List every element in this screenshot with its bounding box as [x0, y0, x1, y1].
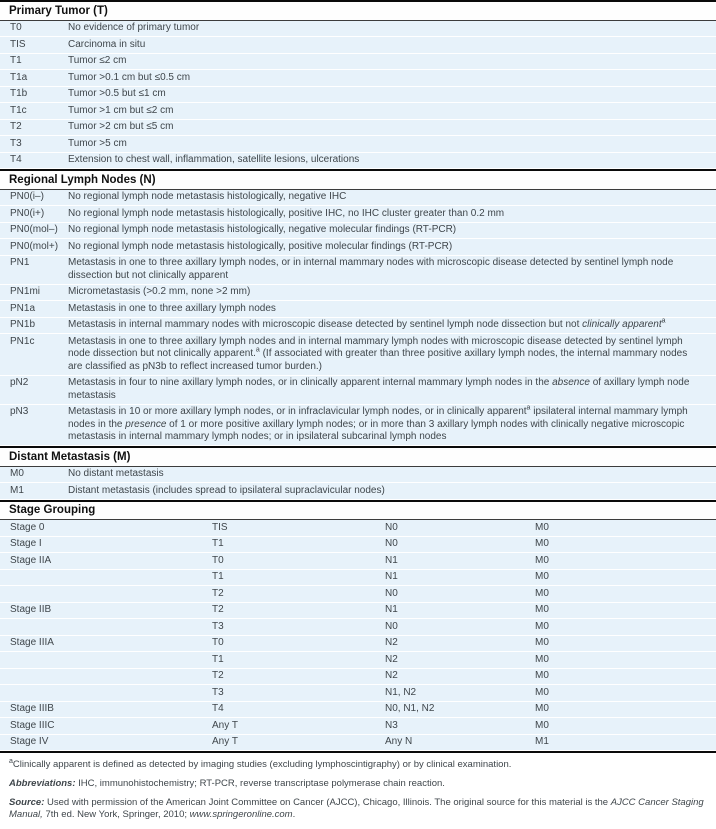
node-value: N1, N2 — [385, 686, 417, 698]
metastasis-value: M0 — [535, 686, 549, 698]
text-segment: Extension to chest wall, inflammation, satellite lesions, ulcerations — [68, 154, 360, 165]
classification-row — [0, 285, 716, 302]
italic-text: absence — [552, 377, 590, 388]
metastasis-value: M0 — [535, 670, 549, 681]
classification-row — [0, 87, 716, 104]
text-segment: Metastasis in one to three axillary lymph nodes and in internal mammary lymph nodes with microscopic disease detected by sentinel lymph node dissection but not clinically apparent. — [68, 335, 683, 359]
tumor-value: T2 — [212, 587, 224, 599]
metastasis-value: M0 — [535, 587, 549, 599]
tumor-value: T3 — [212, 620, 224, 632]
node-value: N0 — [385, 620, 398, 632]
tumor-value: T0 — [212, 554, 224, 566]
description-text — [68, 468, 716, 481]
description-text — [68, 257, 716, 282]
classification-row — [0, 37, 716, 54]
text-segment: 7th ed. New York, Springer, 2010; — [42, 809, 190, 820]
classification-row — [0, 301, 716, 318]
stage-label: Stage IIIA — [10, 637, 54, 648]
italic-text: presence — [125, 418, 167, 430]
stage-label: Stage IIA — [10, 554, 52, 566]
section-header-0 — [0, 0, 716, 21]
text-segment: Distant metastasis (includes spread to ipsilateral supraclavicular nodes) — [68, 484, 385, 496]
stage-label — [0, 588, 212, 601]
code-label: PN0(mol–) — [10, 224, 58, 235]
classification-row — [0, 318, 716, 335]
description-text — [68, 224, 716, 237]
text-segment: Tumor >0.5 but ≤1 cm — [68, 88, 166, 99]
classification-row — [0, 70, 716, 87]
code-label: PN0(mol+) — [10, 240, 59, 252]
section-title: Stage Grouping — [9, 504, 96, 516]
stage-label: Stage IIB — [10, 604, 52, 615]
classification-row — [0, 103, 716, 120]
classification-row — [0, 405, 716, 447]
node-value: N0 — [385, 521, 398, 533]
tumor-value: T4 — [212, 703, 224, 714]
metastasis-value: M0 — [535, 571, 549, 582]
text-segment: No regional lymph node metastasis histologically, positive IHC, no IHC cluster greater than 0.2 mm — [68, 207, 505, 219]
stage-row — [0, 603, 716, 620]
tumor-value: Any T — [212, 719, 238, 731]
text-segment: No evidence of primary tumor — [68, 22, 200, 33]
text-segment: ipsilateral internal mammary lymph nodes in the — [68, 406, 688, 430]
text-segment: of axillary lymph node metastasis — [68, 377, 690, 401]
description-text — [68, 55, 716, 68]
description-text — [68, 88, 716, 101]
italic-text: AJCC Cancer Staging Manual, — [9, 797, 704, 820]
classification-row — [0, 206, 716, 223]
footnote-2 — [9, 797, 706, 821]
description-text — [68, 286, 716, 299]
stage-row — [0, 586, 716, 603]
code-label: PN1mi — [10, 286, 41, 297]
section-title: Distant Metastasis (M) — [9, 450, 131, 463]
italic-text: clinically apparent — [582, 319, 662, 330]
text-segment: Tumor >0.1 cm but ≤0.5 cm — [68, 71, 191, 83]
code-label: TIS — [10, 38, 26, 50]
text-segment: Metastasis in 10 or more axillary lymph nodes, or in infraclavicular lymph nodes, or in clinically apparent — [68, 406, 527, 417]
description-text — [68, 241, 716, 254]
text-segment: Micrometastasis (>0.2 mm, none >2 mm) — [68, 286, 251, 297]
description-text — [68, 39, 716, 52]
text-segment: Metastasis in one to three axillary lymph nodes, or in internal mammary nodes with microscopic disease detected by sentinel lymph node dissection but not clinically apparent — [68, 257, 674, 281]
classification-row — [0, 467, 716, 484]
stage-row — [0, 652, 716, 669]
description-text — [68, 319, 716, 332]
section-header-1 — [0, 169, 716, 190]
text-segment: No distant metastasis — [68, 468, 164, 479]
lead-in-label: Abbreviations: — [9, 778, 76, 789]
node-value: N2 — [385, 637, 398, 648]
stage-grouping-section — [0, 500, 716, 754]
code-label: T4 — [10, 154, 22, 165]
description-text — [68, 138, 716, 151]
code-label: T1b — [10, 88, 28, 99]
stage-label: Stage IV — [10, 736, 49, 747]
node-value: Any N — [385, 736, 413, 747]
tumor-value: T2 — [212, 604, 224, 615]
description-text — [68, 336, 716, 374]
stage-label — [0, 670, 212, 683]
metastasis-value: M1 — [535, 736, 549, 747]
code-label: PN1b — [10, 319, 36, 330]
stage-label: Stage IIIC — [10, 719, 55, 731]
text-segment: No regional lymph node metastasis histologically, negative IHC — [68, 191, 347, 202]
text-segment: Carcinoma in situ — [68, 38, 146, 50]
metastasis-value: M0 — [535, 604, 549, 615]
classification-row — [0, 54, 716, 71]
footnote-marker: a — [255, 346, 260, 354]
text-segment: Tumor >2 cm but ≤5 cm — [68, 121, 174, 132]
section-title: Regional Lymph Nodes (N) — [9, 173, 156, 186]
node-value: N1 — [385, 604, 398, 615]
description-text — [68, 191, 716, 204]
classification-row — [0, 21, 716, 38]
node-value: N0 — [385, 538, 398, 549]
footnotes — [0, 753, 716, 829]
classification-row — [0, 376, 716, 405]
description-text — [68, 485, 716, 498]
stage-row — [0, 570, 716, 587]
text-segment: No regional lymph node metastasis histologically, negative molecular findings (RT-PCR) — [68, 224, 457, 235]
code-label: T1c — [10, 104, 27, 116]
tumor-value: TIS — [212, 521, 228, 533]
code-label: PN0(i–) — [10, 191, 44, 202]
stage-row — [0, 553, 716, 570]
code-label: T2 — [10, 121, 22, 132]
tumor-value: T1 — [212, 538, 224, 549]
code-label: M1 — [10, 484, 24, 496]
section-title: Primary Tumor (T) — [9, 4, 108, 17]
node-value: N1 — [385, 554, 398, 566]
tumor-value: T2 — [212, 670, 224, 681]
stage-label: Stage 0 — [10, 521, 45, 533]
classification-row — [0, 256, 716, 285]
description-text — [68, 377, 716, 402]
description-text — [68, 208, 716, 221]
metastasis-value: M0 — [535, 554, 549, 566]
metastasis-value: M0 — [535, 703, 549, 714]
footnote-marker: a — [526, 404, 531, 412]
node-value: N2 — [385, 653, 398, 665]
text-segment: Metastasis in one to three axillary lymph nodes — [68, 302, 276, 314]
code-label: PN1a — [10, 302, 36, 314]
stage-label — [0, 654, 212, 667]
code-label: pN2 — [10, 377, 29, 388]
metastasis-value: M0 — [535, 637, 549, 648]
footnote-1 — [9, 778, 706, 790]
tumor-value: T0 — [212, 637, 224, 648]
tumor-value: T1 — [212, 571, 224, 582]
code-label: pN3 — [10, 406, 29, 417]
section-header-stage-grouping — [0, 500, 716, 521]
metastasis-value: M0 — [535, 653, 549, 665]
stage-row — [0, 735, 716, 752]
classification-row — [0, 223, 716, 240]
stage-label: Stage I — [10, 538, 42, 549]
code-label: T0 — [10, 22, 22, 33]
text-segment: Tumor >1 cm but ≤2 cm — [68, 104, 174, 116]
footnote-marker: a — [9, 757, 13, 765]
stage-row — [0, 669, 716, 686]
text-segment: of 1 or more positive axillary lymph nodes; or in more than 3 axillary lymph nodes with clinically negative microscopic metastasis in internal mammary lymph nodes; or in ipsilateral subcarinal lymph nodes — [68, 418, 685, 442]
code-label: T3 — [10, 137, 22, 149]
node-value: N1 — [385, 571, 398, 582]
text-segment: Clinically apparent is defined as detected by imaging studies (excluding lymphoscintigraphy) or by clinical examination. — [12, 759, 512, 770]
node-value: N3 — [385, 719, 398, 731]
stage-row — [0, 685, 716, 702]
node-value: N2 — [385, 670, 398, 681]
text-segment: No regional lymph node metastasis histologically, positive molecular findings (RT-PCR) — [68, 240, 453, 252]
text-segment: Metastasis in internal mammary nodes with microscopic disease detected by sentinel lymph node dissection but not — [68, 319, 583, 330]
description-text — [68, 121, 716, 134]
text-segment: Metastasis in four to nine axillary lymph nodes, or in clinically apparent internal mammary lymph nodes in the — [68, 377, 553, 388]
tumor-value: T1 — [212, 653, 224, 665]
stage-label — [0, 621, 212, 634]
tumor-value: T3 — [212, 686, 224, 698]
description-text — [68, 105, 716, 118]
stage-row — [0, 537, 716, 554]
lead-in-label: Source: — [9, 797, 45, 808]
text-segment: (If associated with greater than three positive axillary lymph nodes, the internal mammary nodes are classified as pN3b to reflect increased tumor burden.) — [68, 348, 688, 372]
node-value: N0, N1, N2 — [385, 703, 435, 714]
code-label: PN1c — [10, 335, 35, 347]
stage-row — [0, 636, 716, 653]
description-text — [68, 154, 716, 167]
metastasis-value: M0 — [535, 620, 549, 632]
classification-row — [0, 334, 716, 376]
stage-row — [0, 702, 716, 719]
footnote-marker: a — [661, 317, 666, 325]
classification-row — [0, 136, 716, 153]
stage-row — [0, 619, 716, 636]
text-segment: Tumor >5 cm — [68, 137, 127, 149]
tumor-value: Any T — [212, 736, 238, 747]
description-text — [68, 406, 716, 444]
code-label: T1a — [10, 71, 28, 83]
section-header-2 — [0, 446, 716, 467]
metastasis-value: M0 — [535, 538, 549, 549]
stage-row — [0, 718, 716, 735]
metastasis-value: M0 — [535, 719, 549, 731]
classification-row — [0, 190, 716, 207]
code-label: M0 — [10, 468, 24, 479]
metastasis-value: M0 — [535, 521, 549, 533]
stage-label — [0, 571, 212, 584]
description-text — [68, 72, 716, 85]
text-segment: Tumor ≤2 cm — [68, 55, 127, 66]
italic-text: www.springeronline.com — [189, 809, 293, 820]
description-text — [68, 22, 716, 35]
classification-row — [0, 239, 716, 256]
classification-row — [0, 153, 716, 170]
footnote-0 — [9, 759, 706, 771]
text-segment: Used with permission of the American Joint Committee on Cancer (AJCC), Chicago, Illinois. The original source for this material is the — [44, 797, 611, 808]
node-value: N0 — [385, 587, 398, 599]
description-text — [68, 303, 716, 316]
text-segment: IHC, immunohistochemistry; RT-PCR, reverse transcriptase polymerase chain reaction. — [75, 778, 445, 789]
code-label: T1 — [10, 55, 22, 66]
stage-label — [0, 687, 212, 700]
text-segment: . — [292, 809, 296, 820]
code-label: PN0(i+) — [10, 207, 45, 219]
classification-row — [0, 120, 716, 137]
classification-row — [0, 483, 716, 500]
stage-row — [0, 520, 716, 537]
code-label: PN1 — [10, 257, 30, 268]
stage-label: Stage IIIB — [10, 703, 54, 714]
